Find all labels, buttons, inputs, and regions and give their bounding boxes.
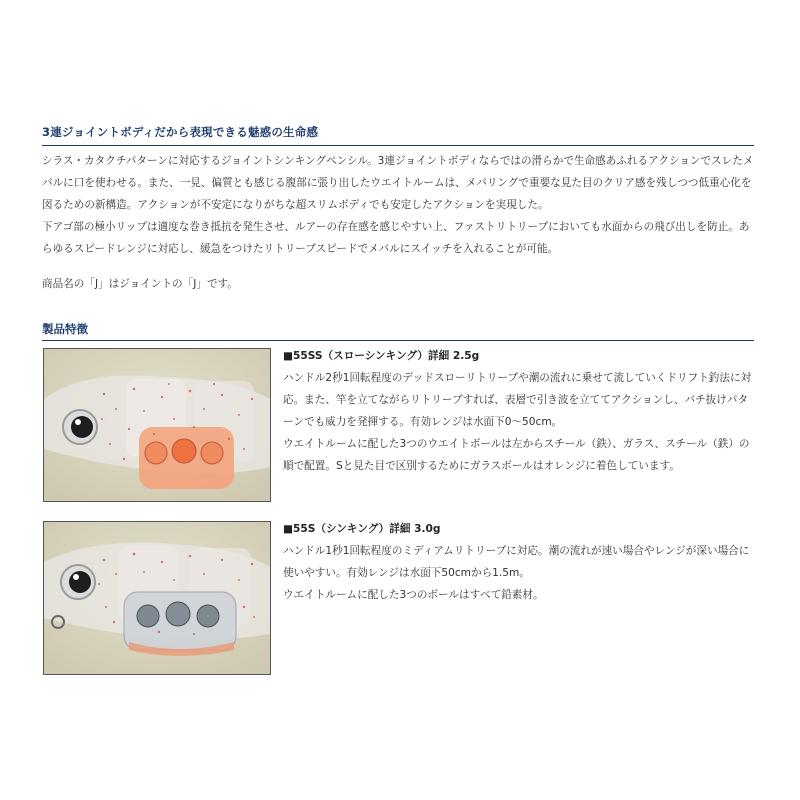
lure-55s-title: ■55S（シンキング）詳細 3.0g	[283, 523, 441, 535]
lure-55ss-details	[283, 345, 755, 477]
lure-55ss-title: ■55SS（スローシンキング）詳細 2.5g	[283, 350, 480, 362]
section-divider	[42, 145, 754, 146]
section-title: 3連ジョイントボディだから表現できる魅惑の生命感	[42, 125, 319, 139]
lure-55s-description: ハンドル1秒1回転程度のミディアムリトリーブに対応。潮の流れが速い場合やレンジが深い場合に使いやすい。有効レンジは水面下50cmから1.5m。	[283, 545, 750, 579]
description-paragraph: シラス・カタクチパターンに対応するジョイントシンキングペンシル。3連ジョイントボディならではの滑らかで生命感あふれるアクションでスレたメバルに口を使わせる。また、一見、偏質とも感じる腹部に張り出したウエイトルームは、メバリングで重要な見た目のクリア感を残しつつ低重心化を図るための新構造。アクションが不安定になりがちな超スリムボディでも安定したアクションを実現した。	[42, 155, 754, 211]
description-paragraph: 下アゴ部の極小リップは適度な巻き抵抗を発生させ、ルアーの存在感を感じやすい上、ファストリトリーブにおいても水面からの飛び出しを防止。あらゆるスピードレンジに対応し、緩急をつけたリトリーブスピードでメバルにスイッチを入れることが可能。	[42, 221, 750, 255]
lure-55s-weight-note: ウエイトルームに配した3つのボールはすべて鉛素材。	[283, 589, 544, 601]
lure-55ss-description: ハンドル2秒1回転程度のデッドスローリトリーブや潮の流れに乗せて流していくドリフト釣法に対応。また、竿を立てながらリトリーブすれば、表層で引き波を立ててアクションし、バチ抜けパターンでも威力を発揮する。有効レンジは水面下0〜50cm。	[283, 372, 752, 428]
lure-55ss-image	[43, 348, 271, 502]
lure-55s-details	[283, 518, 755, 606]
description-body	[42, 150, 754, 260]
lure-55ss-weight-note: ウエイトルームに配した3つのウエイトボールは左からスチール（鉄）、ガラス、スチール（鉄）の順で配置。Sと見た目で区別するためにガラスボールはオレンジに着色しています。	[283, 438, 750, 472]
features-divider	[42, 340, 754, 341]
product-name-note: 商品名の「J」はジョイントの「J」です。	[42, 278, 238, 290]
features-title: 製品特徴	[42, 322, 88, 336]
lure-55s-image	[43, 521, 271, 675]
